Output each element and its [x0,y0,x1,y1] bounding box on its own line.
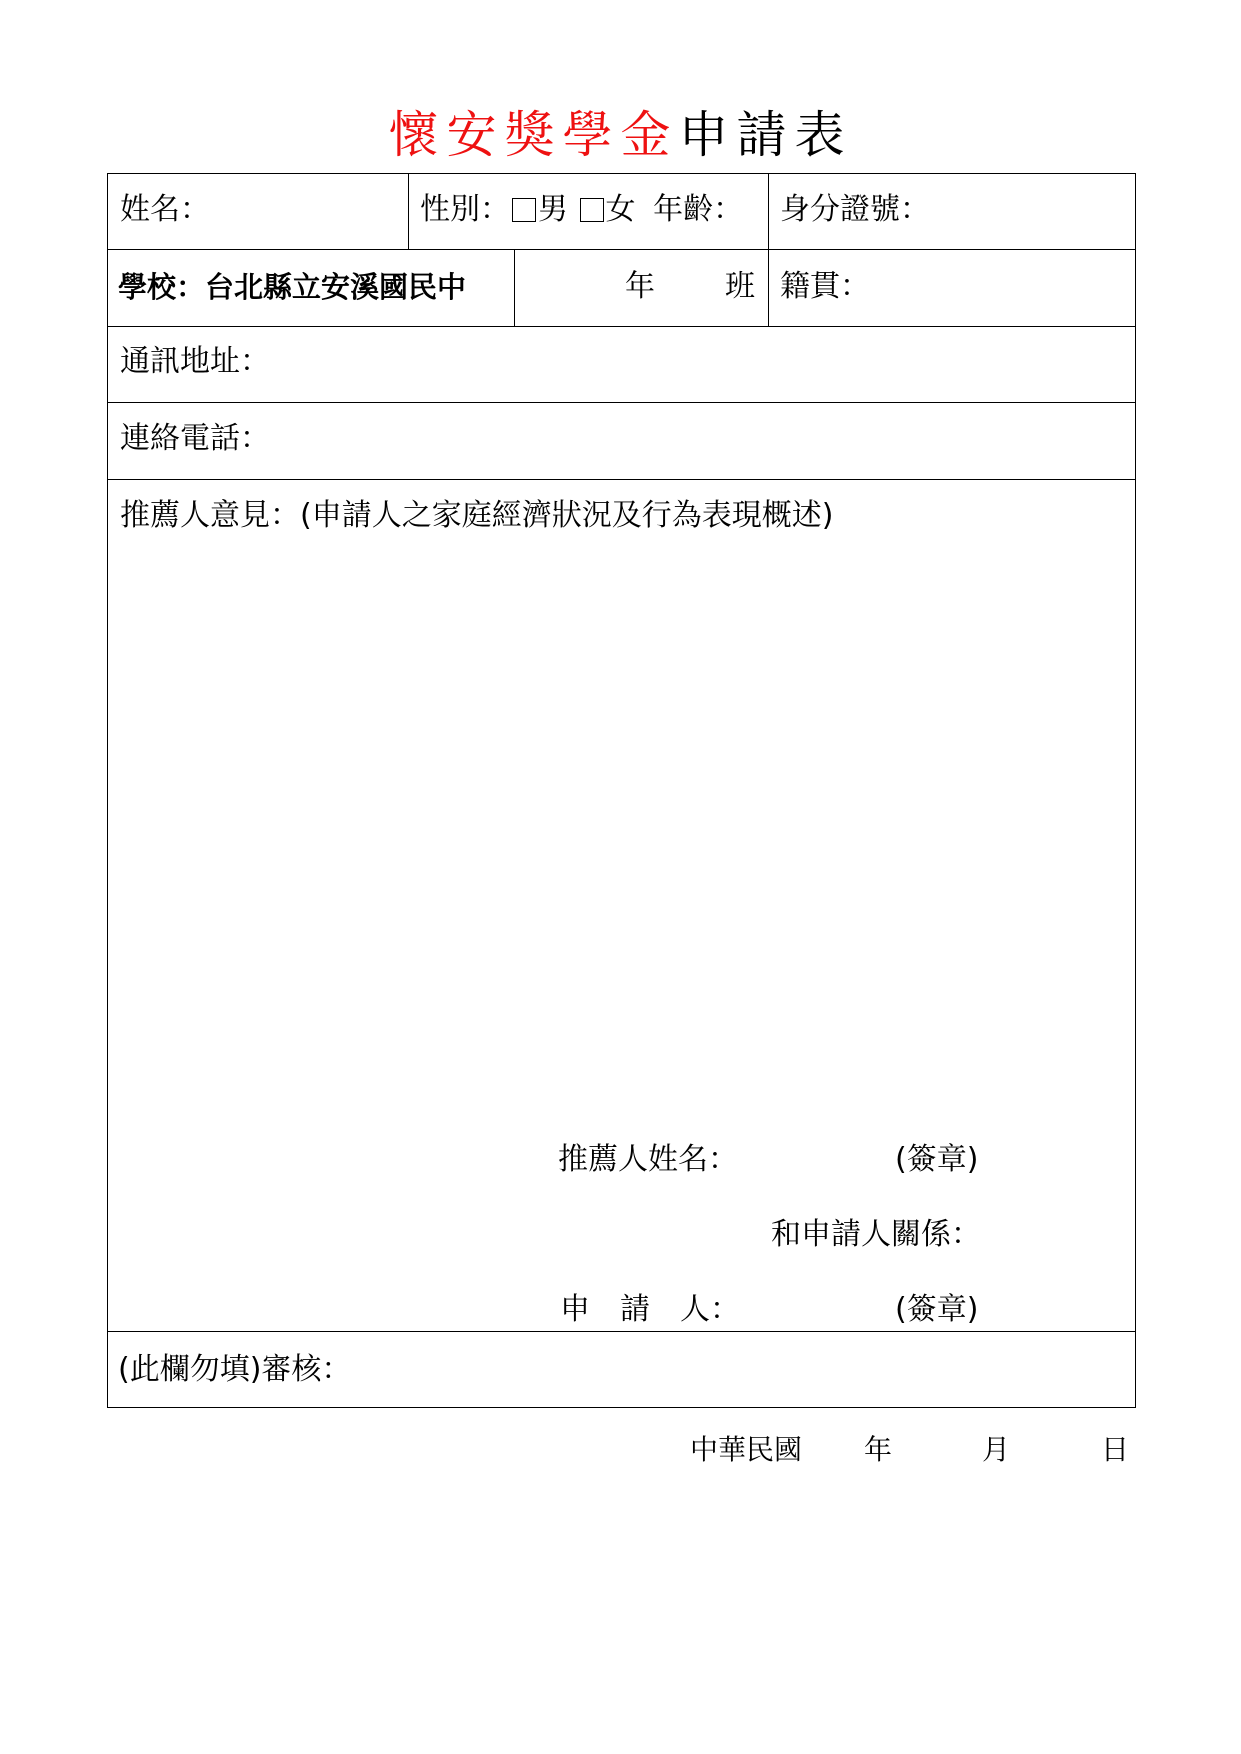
applicant-label: 申 請 人： [560,1292,740,1327]
gender-field [420,190,743,230]
id-number-label: 身分證號： [780,192,930,227]
row-divider [108,326,1135,327]
grade-label: 年 [625,269,655,304]
row-divider [108,1331,1135,1332]
native-place-label: 籍貫： [780,269,870,304]
title-scholarship-name: 懷安獎學金 [388,106,679,164]
footer-roc-label: 中華民國 [690,1433,803,1466]
applicant-seal-label: (簽章) [895,1292,979,1327]
col-divider [514,249,515,326]
row-divider [108,402,1135,403]
female-checkbox[interactable] [580,198,604,222]
application-form-table [107,173,1136,1408]
form-title [0,100,1241,170]
review-label: (此欄勿填)審核： [118,1352,352,1387]
male-label: 男 [538,192,568,227]
name-field-label: 姓名： [120,192,210,227]
address-label: 通訊地址： [120,344,270,379]
title-form-type: 申請表 [678,106,853,164]
female-label: 女 [605,192,636,227]
col-divider [408,174,409,249]
phone-label: 連絡電話： [120,421,270,456]
col-divider [768,249,769,326]
col-divider [768,174,769,249]
recommender-name-label: 推薦人姓名： [558,1142,738,1177]
age-label: 年齡： [653,192,744,227]
footer-month-label: 月 [982,1433,1011,1466]
row-divider [108,249,1135,250]
class-label: 班 [725,269,755,304]
footer-year-label: 年 [864,1433,893,1466]
school-label: 學校：台北縣立安溪國民中 [118,270,467,304]
male-checkbox[interactable] [512,198,536,222]
footer-day-label: 日 [1101,1433,1130,1466]
row-divider [108,479,1135,480]
gender-label: 性別： [420,192,510,227]
recommender-opinion-label: 推薦人意見：(申請人之家庭經濟狀況及行為表現概述) [120,498,834,533]
relationship-label: 和申請人關係： [771,1217,981,1252]
recommender-seal-label: (簽章) [895,1142,979,1177]
